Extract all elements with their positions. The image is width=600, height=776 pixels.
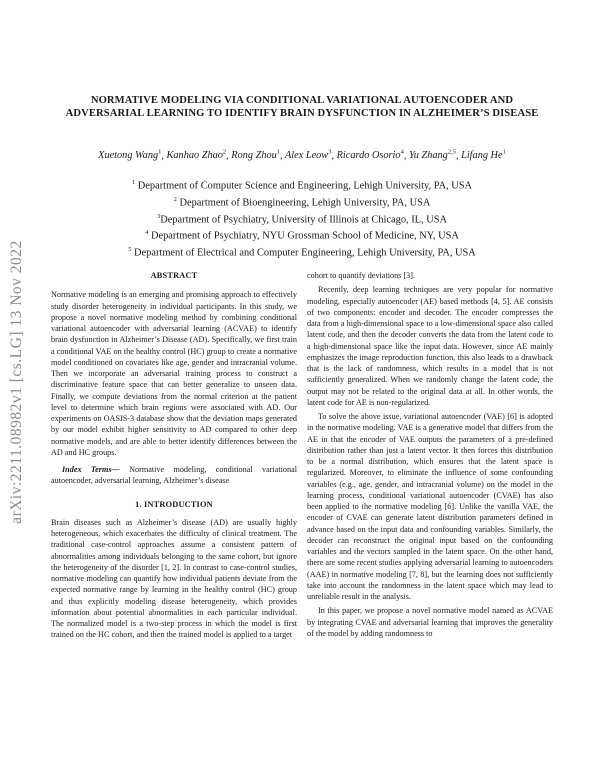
affiliation-list xyxy=(60,176,544,260)
arxiv-stamp-text: arXiv:2211.08982v1 [cs.LG] 13 Nov 2022 xyxy=(8,240,25,524)
intro-paragraph-2: Recently, deep learning techniques are very popular for normative modeling, especially autoencoder (AE) based methods [4, 5]. AE consists of two components: encoder and decoder. The encoder compresses the data from a high-dimensional space to a low-dimensional space also called latent code, and then the decoder converts the data from the latent code to a high-dimensional space like the input data. However, since AE mainly emphasizes the image reproduction function, this also leads to a drawback that is the lack of randomness, which results in a model that is not sufficiently generalized. When we randomly change the latent code, the output may not be related to the original data at all. In other words, the latent code for AE is non-regularized. xyxy=(307,285,553,407)
arxiv-stamp xyxy=(4,196,30,568)
introduction-heading: 1. INTRODUCTION xyxy=(135,499,213,509)
affiliation: $^4$ Department of Psychiatry, NYU Grossman School of Medicine, NY, USA xyxy=(145,229,459,242)
affiliation: $^5$ Department of Electrical and Computer Engineering, Lehigh University, PA, USA xyxy=(128,246,476,259)
author: Yu Zhang$^{2,5}$ xyxy=(408,149,456,162)
affiliation: $^3$Department of Psychiatry, University of Illinois at Chicago, IL, USA xyxy=(157,212,447,225)
index-terms xyxy=(51,464,297,487)
author: Xuetong Wang$^1$ xyxy=(98,149,162,162)
left-column xyxy=(51,270,297,641)
author: Ricardo Osorio$^4$ xyxy=(336,149,404,162)
author: Rong Zhou$^1$ xyxy=(231,149,281,162)
author: Alex Leow$^3$ xyxy=(285,149,332,162)
index-terms-label: Index Terms— xyxy=(62,465,120,474)
intro-paragraph-1: Brain diseases such as Alzheimer’s disease (AD) are usually highly heterogeneous, which exacerbates the difficulty of clinical treatment. The traditional case-control approaches assume a consistent pattern of abnormalities among individuals belonging to the same cohort, but ignore the heterogeneity of the disorder [1, 2]. In contrast to case-control studies, normative modeling can quantify how individual patients deviate from the expected normative range by learning in the healthy control (HC) group and thus explicitly modeling disease heterogeneity, which provides information about potential abnormalities in each particular individual. The normalized model is a two-step process in which the model is first trained on the HC cohort, and then the trained model is applied to a target xyxy=(51,517,297,640)
intro-paragraph-1-continued: cohort to quantify deviations [3]. xyxy=(307,271,416,280)
affiliation: $^1$ Department of Computer Science and Engineering, Lehigh University, PA, USA xyxy=(131,179,473,192)
right-column xyxy=(307,270,553,639)
author-list: Xuetong Wang$^1$, Kanhao Zhao$^2$, Rong Zhou$^1$, Alex Leow$^3$, Ricardo Osorio$^4$, Yu Zhang$^{2,5}$, Lifang He$^1$ xyxy=(98,149,506,162)
index-terms-text: Normative modeling, conditional variational autoencoder, adversarial learning, Alzheimer’s disease xyxy=(51,465,297,486)
abstract-heading: ABSTRACT xyxy=(150,271,198,280)
author: Kanhao Zhao$^2$ xyxy=(166,149,227,162)
intro-paragraph-3: To solve the above issue, variational autoencoder (VAE) [6] is adopted in the normative modeling. VAE is a generative model that differs from the AE in that the encoder of VAE outputs the parameters of a pre-defined distribution rather than just a latent vector. It then forces this distribution to be a normal distribution, which ensures that the latent space is regularized. Moreover, to eliminate the influence of some confounding variables (e.g., age, gender, and intracranial volume) on the model in the learning process, conditional variational autoencoder (CVAE) has also been applied to the normative modeling [6]. Unlike the vanilla VAE, the encoder of CVAE can generate latent distribution parameters defined in advance based on the input data and confounding variables. Similarly, the decoder can reconstruct the original input based on the confounding variables and the vectors sampled in the latent space. On the other hand, there are some recent studies applying adversarial learning to autoencoders (AAE) in normative modeling [7, 8], but the learning does not sufficiently take into account the randomness in the latent space which may lead to unreliable result in the analysis. xyxy=(307,412,553,601)
abstract-text: Normative modeling is an emerging and promising approach to effectively study disorder heterogeneity in individual participants. In this study, we propose a novel normative modeling method by combining conditional variational autoencoder with adversarial learning (ACVAE) to identify brain dysfunction in Alzheimer’s Disease (AD). Specifically, we first train a conditional VAE on the healthy control (HC) group to create a normative model conditioned on covariates like age, gender and intracranial volume. Then we incorporate an adversarial training process to construct a discriminative feature space that can better generalize to unseen data. Finally, we compute deviations from the normal criterion at the patient level to determine which brain regions were associated with AD. Our experiments on OASIS-3 database show that the deviation maps generated by our model exhibit higher sensitivity to AD compared to other deep normative models, and are able to better identify differences between the AD and HC groups. xyxy=(51,290,297,457)
paper-title: NORMATIVE MODELING VIA CONDITIONAL VARIATIONAL AUTOENCODER AND ADVERSARIAL LEARNING TO IDENTIFY BRAIN DYSFUNCTION IN ALZHEIMER’S DISEASE xyxy=(65,95,539,119)
intro-paragraph-4: In this paper, we propose a novel normative model named as ACVAE by integrating CVAE and adversarial learning that improves the generality of the model by adding randomness to xyxy=(307,606,553,638)
affiliation: $^2$ Department of Bioengineering, Lehigh University, PA, USA xyxy=(173,195,431,209)
author: Lifang He$^1$ xyxy=(461,149,506,162)
